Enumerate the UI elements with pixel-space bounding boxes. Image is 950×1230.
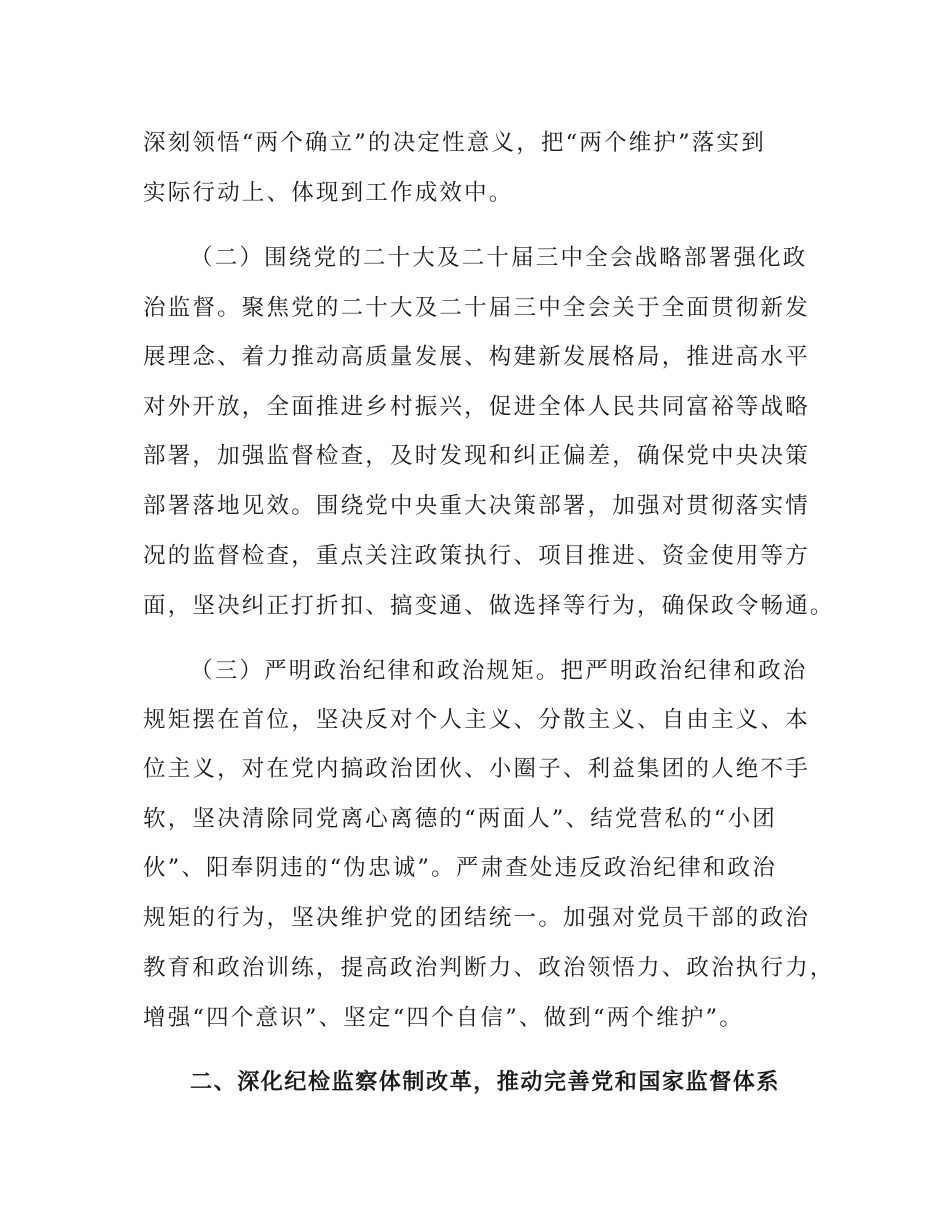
paragraph-3-line-2: 规矩摆在首位，坚决反对个人主义、分散主义、自由主义、本 [143,707,810,733]
paragraph-2-line-6: 部署落地见效。围绕党中央重大决策部署，加强对贯彻落实情 [143,493,810,519]
paragraph-3-line-3: 位主义，对在党内搞政治团伙、小圈子、利益集团的人绝不手 [143,756,810,782]
paragraph-3-line-7: 教育和政治训练，提高政治判断力、政治领悟力、政治执行力， [143,955,835,981]
paragraph-3-line-5: 伙”、阳奉阴违的“伪忠诚”。严肃查处违反政治纪律和政治 [143,855,777,881]
paragraph-2-line-2: 治监督。聚焦党的二十大及二十届三中全会关于全面贯彻新发 [143,295,810,321]
paragraph-1-line-1: 深刻领悟“两个确立”的决定性意义，把“两个维护”落实到 [143,130,766,156]
paragraph-2-line-5: 部署，加强监督检查，及时发现和纠正偏差，确保党中央决策 [143,443,810,469]
paragraph-2-line-8: 面，坚决纠正打折扣、搞变通、做选择等行为，确保政令畅通。 [143,593,835,619]
paragraph-1-line-2: 实际行动上、体现到工作成效中。 [143,180,514,206]
section-heading: 二、深化纪检监察体制改革，推动完善党和国家监督体系 [190,1070,781,1095]
paragraph-3-line-8: 增强“四个意识”、坚定“四个自信”、做到“两个维护”。 [143,1005,744,1031]
paragraph-2-line-1: （二）围绕党的二十大及二十届三中全会战略部署强化政 [190,245,808,271]
paragraph-3-line-4: 软，坚决清除同党离心离德的“两面人”、结党营私的“小团 [143,806,777,832]
paragraph-2-line-7: 况的监督检查，重点关注政策执行、项目推进、资金使用等方 [143,543,810,569]
paragraph-3-line-1: （三）严明政治纪律和政治规矩。把严明政治纪律和政治 [190,658,808,684]
paragraph-2-line-4: 对外开放，全面推进乡村振兴，促进全体人民共同富裕等战略 [143,394,810,420]
paragraph-3-line-6: 规矩的行为，坚决维护党的团结统一。加强对党员干部的政治 [143,905,810,931]
paragraph-2-line-3: 展理念、着力推动高质量发展、构建新发展格局，推进高水平 [143,344,810,370]
